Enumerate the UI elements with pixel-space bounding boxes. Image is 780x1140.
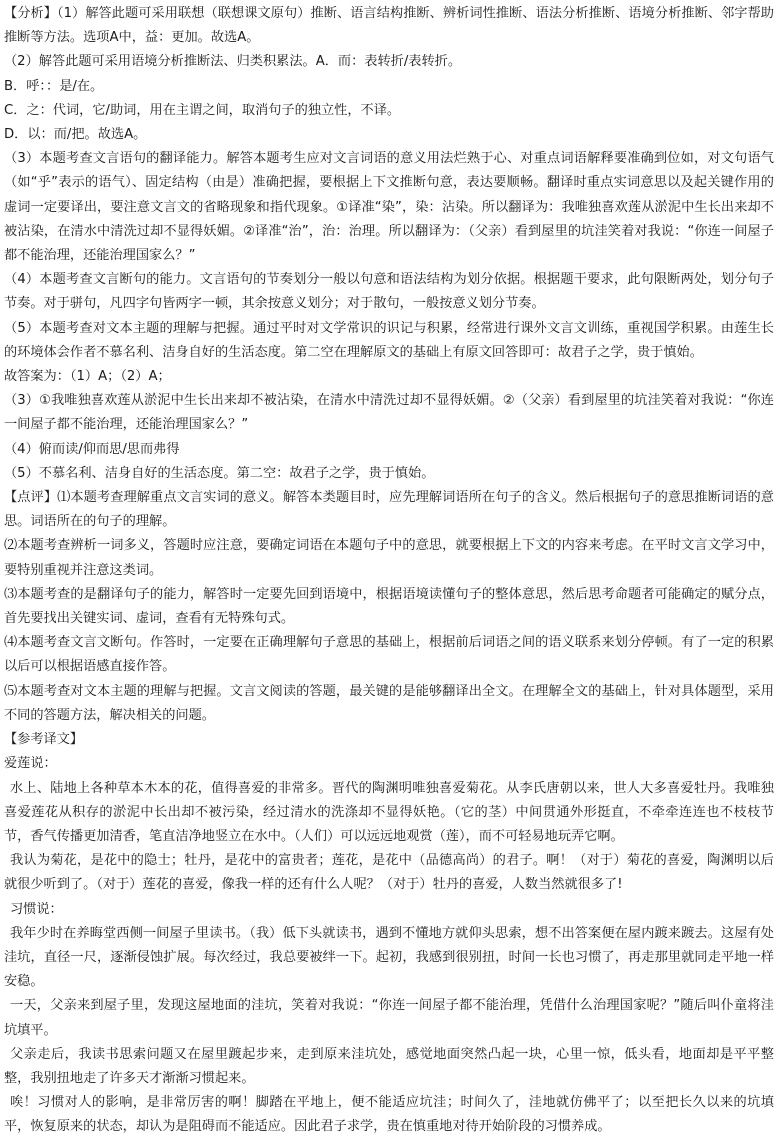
analysis-item-3: （3）本题考查文言语句的翻译能力。解答本题考生应对文言词语的意义用法烂熟于心、对重点词语解释要准确到位如，对文句语气（如“乎”表示的语气）、固定结构（由是）准确把握，要根据上下文推断句意，表达要顺畅。翻译时重点实词意思以及起关键作用的虚词一定要译出，要注意文言文的省略现象和指代现象。①译准“染”，染：沾染。所以翻译为：我唯独喜欢莲从淤泥中生长出来却不被沾染，在清水中清洗过却不显得妖媚。②译准“治”，治：治理。所以翻译为：（父亲）看到屋里的坑洼笑着对我说：“你连一间屋子都不能治理，还能治理国家么？”	[4, 151, 774, 264]
ai-lian-shuo-para-1: 水上、陆地上各种草本木本的花，值得喜爱的非常多。晋代的陶渊明唯独喜爱菊花。从李氏唐朝以来，世人大多喜爱牡丹。我唯独喜爱莲花从积存的淤泥中长出却不被污染，经过清水的洗涤却不显得妖艳。（它的茎）中间贯通外形挺直，不牵牵连连也不枝枝节节，香气传播更加清香，笔直洁净地竖立在水中。（人们）可以远远地观赏（莲），而不可轻易地玩弄它啊。	[4, 780, 774, 844]
comment-item-2: ⑵本题考查辨析一词多义，答题时应注意，要确定词语在本题句子中的意思，就要根据上下文的内容来考虑。在平时文言文学习中，要特别重视并注意这类词。	[4, 538, 774, 578]
analysis-item-4: （4）本题考查文言断句的能力。文言语句的节奏划分一般以句意和语法结构为划分依据。根据题干要求，此句限断两处，划分句子节奏。对于骈句，凡四字句皆两字一顿，其余按意义划分；对于散句，一般按意义划分节奏。	[4, 272, 774, 312]
answer-heading: 故答案为：（1）A；（2）A；	[4, 369, 171, 385]
translation-heading: 【参考译文】	[4, 732, 84, 748]
option-c: C．之：代词，它/助词，用在主谓之间，取消句子的独立性，不译。	[4, 102, 401, 118]
comment-item-3: ⑶本题考查的是翻译句子的能力，解答时一定要先回到语境中，根据语境读懂句子的整体意思，然后思考命题者可能确定的赋分点，首先要找出关键实词、虚词，查看有无特殊句式。	[4, 586, 774, 627]
option-d: D．以：而/把。故选A。	[4, 127, 147, 143]
xi-guan-shuo-para-1: 我年少时在养晦堂西侧一间屋子里读书。（我）低下头就读书，遇到不懂地方就仰头思索，想不出答案便在屋内踱来踱去。这屋有处洼坑，直径一尺，逐渐侵蚀扩展。每次经过，我总要被绊一下。起初，我感到很别扭，时间一长也习惯了，再走那里就同走平地一样安稳。	[4, 925, 774, 990]
option-b: B．呼：：是/在。	[4, 78, 104, 94]
xi-guan-shuo-para-3: 父亲走后，我读书思索问题又在屋里踱起步来，走到原来洼坑处，感觉地面突然凸起一块，心里一惊，低头看，地面却是平平整整，我别扭地走了许多天才渐渐习惯起来。	[4, 1046, 774, 1086]
answer-3: （3）①我唯独喜欢莲从淤泥中生长出来却不被沾染，在清水中清洗过却不显得妖媚。②（父亲）看到屋里的坑洼笑着对我说：“你连一间屋子都不能治理，还能治理国家么？”	[4, 393, 774, 433]
answer-4: （4）俯而读/仰而思/思而弗得	[4, 441, 180, 457]
comment-section: 【点评】⑴本题考查理解重点文言实词的意义。解答本类题目时，应先理解词语所在句子的含义。然后根据句子的意思推断词语的意思。词语所在的句子的理解。	[4, 490, 774, 530]
ai-lian-shuo-title: 爱莲说：	[4, 756, 57, 772]
analysis-section: 【分析】（1）解答此题可采用联想（联想课文原句）推断、语言结构推断、辨析词性推断、语法分析推断、语境分析推断、邻字帮助推断等方法。选项A中，益：更加。故选A。	[4, 6, 774, 46]
comment-item-4: ⑷本题考查文言文断句。作答时，一定要在正确理解句子意思的基础上，根据前后词语之间的语义联系来划分停顿。有了一定的积累以后可以根据语感直接作答。	[4, 635, 774, 675]
ai-lian-shuo-para-2: 我认为菊花，是花中的隐士；牡丹，是花中的富贵者；莲花，是花中（品德高尚）的君子。啊！（对于）菊花的喜爱，陶渊明以后就很少听到了。（对于）莲花的喜爱，像我一样的还有什么人呢？（对于）牡丹的喜爱，人数当然就很多了!	[4, 853, 774, 893]
xi-guan-shuo-para-4: 唉！习惯对人的影响，是非常厉害的啊！脚踏在平地上，便不能适应坑洼；时间久了，洼地就仿佛平了；以至把长久以来的坑填平，恢复原来的状态，却认为是阻碍而不能适应。因此君子求学，贵在慎重地对待开始阶段的习惯养成。	[4, 1095, 774, 1135]
analysis-item-2: （2）解答此题可采用语境分析推断法、归类积累法。A．而：表转折/表转折。	[4, 54, 462, 70]
analysis-item-5: （5）本题考查对文本主题的理解与把握。通过平时对文学常识的识记与积累，经常进行课外文言文训练，重视国学积累。由莲生长的环境体会作者不慕名利、洁身自好的生活态度。第二空在理解原文的基础上有原文回答即可：故君子之学，贵于慎始。	[4, 320, 774, 360]
xi-guan-shuo-para-2: 一天，父亲来到屋子里，发现这屋地面的洼坑，笑着对我说：“你连一间屋子都不能治理，凭借什么治理国家呢？”随后叫仆童将洼坑填平。	[4, 998, 774, 1038]
answer-5: （5）不慕名利、洁身自好的生活态度。第二空：故君子之学，贵于慎始。	[4, 465, 435, 481]
comment-item-5: ⑸本题考查对文本主题的理解与把握。文言文阅读的答题，最关键的是能够翻译出全文。在理解全文的基础上，针对具体题型，采用不同的答题方法，解决相关的问题。	[4, 683, 774, 723]
xi-guan-shuo-title: 习惯说：	[10, 901, 63, 917]
